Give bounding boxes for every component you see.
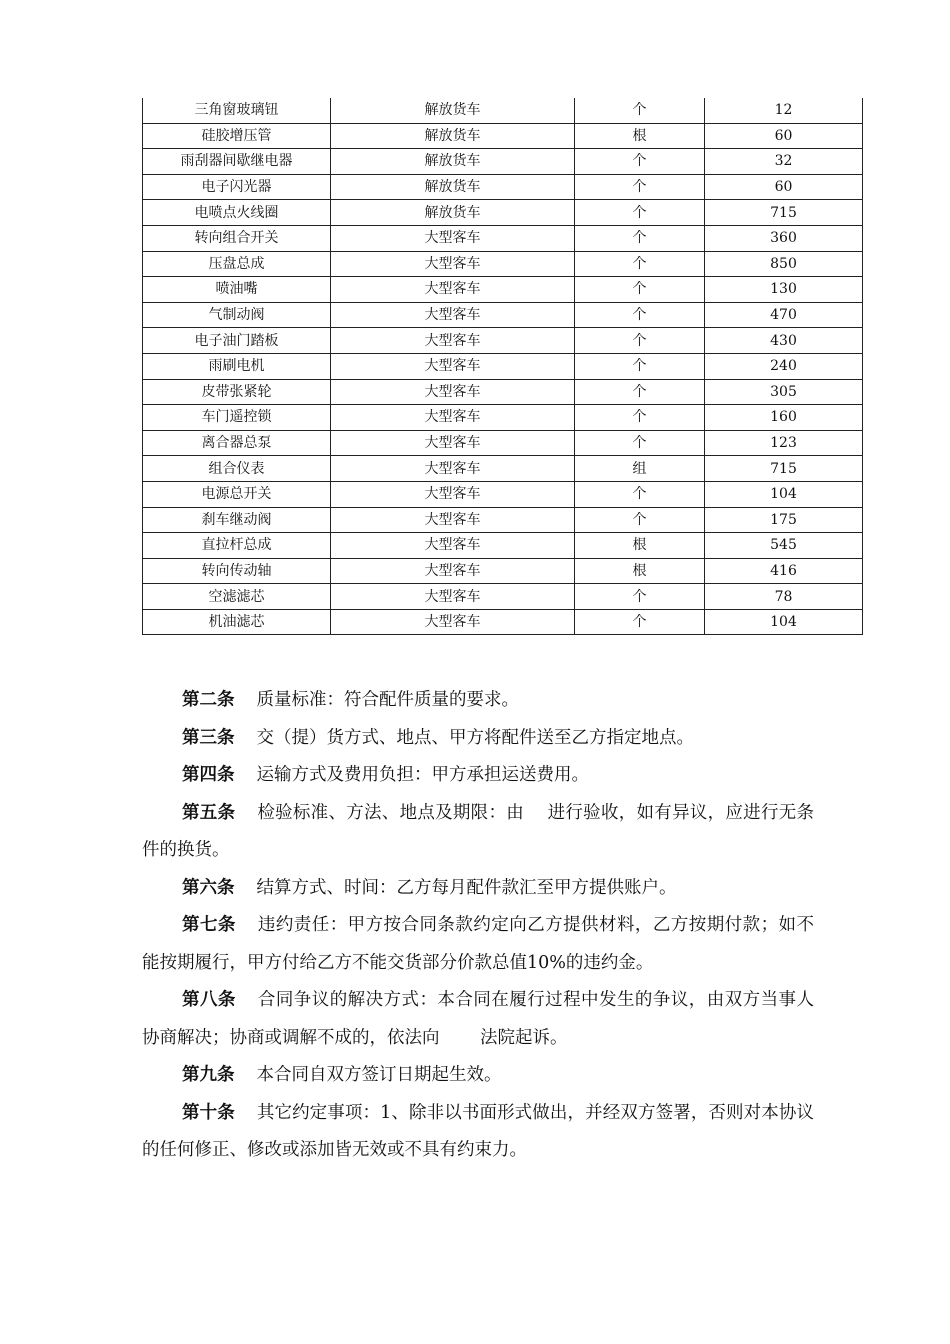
article-title: 第九条	[182, 1065, 235, 1085]
quantity-cell: 130	[705, 277, 863, 303]
vehicle-type-cell: 大型客车	[331, 456, 575, 482]
quantity-cell: 60	[705, 123, 863, 149]
vehicle-type-cell: 大型客车	[331, 302, 575, 328]
quantity-cell: 470	[705, 302, 863, 328]
table-row	[143, 225, 863, 251]
table-row	[143, 98, 863, 123]
part-name-cell: 空滤滤芯	[143, 584, 331, 610]
part-name-cell: 皮带张紧轮	[143, 379, 331, 405]
vehicle-type-cell: 大型客车	[331, 251, 575, 277]
vehicle-type-cell: 大型客车	[331, 609, 575, 635]
unit-cell: 根	[575, 533, 705, 559]
unit-cell: 个	[575, 430, 705, 456]
unit-cell: 个	[575, 225, 705, 251]
table-row	[143, 456, 863, 482]
table-row	[143, 200, 863, 226]
unit-cell: 个	[575, 302, 705, 328]
vehicle-type-cell: 大型客车	[331, 379, 575, 405]
vehicle-type-cell: 大型客车	[331, 405, 575, 431]
part-name-cell: 硅胶增压管	[143, 123, 331, 149]
part-name-cell: 电子闪光器	[143, 174, 331, 200]
part-name-cell: 转向组合开关	[143, 225, 331, 251]
part-name-cell: 直拉杆总成	[143, 533, 331, 559]
table-row	[143, 609, 863, 635]
part-name-cell: 电喷点火线圈	[143, 200, 331, 226]
vehicle-type-cell: 大型客车	[331, 481, 575, 507]
table-row	[143, 328, 863, 354]
table-row	[143, 251, 863, 277]
vehicle-type-cell: 大型客车	[331, 353, 575, 379]
part-name-cell: 转向传动轴	[143, 558, 331, 584]
article-title: 第五条	[182, 802, 236, 823]
article-4	[142, 757, 814, 795]
article-9	[142, 1057, 814, 1095]
vehicle-type-cell: 解放货车	[331, 123, 575, 149]
unit-cell: 个	[575, 251, 705, 277]
part-name-cell: 三角窗玻璃钮	[143, 98, 331, 123]
table-row	[143, 123, 863, 149]
part-name-cell: 电子油门踏板	[143, 328, 331, 354]
unit-cell: 根	[575, 123, 705, 149]
article-title: 第三条	[182, 727, 235, 748]
quantity-cell: 360	[705, 225, 863, 251]
quantity-cell: 78	[705, 584, 863, 610]
article-title: 第八条	[182, 990, 236, 1010]
table-row	[143, 302, 863, 328]
vehicle-type-cell: 大型客车	[331, 533, 575, 559]
part-name-cell: 雨刮器间歇继电器	[143, 149, 331, 175]
article-3	[142, 720, 814, 758]
parts-table-body	[143, 98, 863, 635]
table-row	[143, 584, 863, 610]
unit-cell: 个	[575, 174, 705, 200]
unit-cell: 个	[575, 405, 705, 431]
unit-cell: 个	[575, 277, 705, 303]
article-text: 本合同自双方签订日期起生效。	[256, 1065, 502, 1085]
quantity-cell: 416	[705, 558, 863, 584]
article-text: 合同争议的解决方式：本合同在履行过程中发生的争议，由双方当事人协商解决；协商或调解不成的，依法向 法院起诉。	[142, 990, 815, 1048]
contract-articles	[142, 682, 814, 1170]
quantity-cell: 123	[705, 430, 863, 456]
part-name-cell: 机油滤芯	[143, 609, 331, 635]
table-row	[143, 481, 863, 507]
table-row	[143, 174, 863, 200]
quantity-cell: 715	[705, 456, 863, 482]
quantity-cell: 160	[705, 405, 863, 431]
table-row	[143, 405, 863, 431]
part-name-cell: 车门遥控锁	[143, 405, 331, 431]
vehicle-type-cell: 大型客车	[331, 507, 575, 533]
unit-cell: 个	[575, 328, 705, 354]
unit-cell: 个	[575, 379, 705, 405]
vehicle-type-cell: 大型客车	[331, 430, 575, 456]
article-5	[142, 795, 814, 870]
quantity-cell: 60	[705, 174, 863, 200]
quantity-cell: 545	[705, 533, 863, 559]
unit-cell: 根	[575, 558, 705, 584]
quantity-cell: 430	[705, 328, 863, 354]
quantity-cell: 104	[705, 481, 863, 507]
unit-cell: 个	[575, 98, 705, 123]
vehicle-type-cell: 大型客车	[331, 584, 575, 610]
part-name-cell: 喷油嘴	[143, 277, 331, 303]
table-row	[143, 558, 863, 584]
parts-table	[142, 98, 863, 635]
part-name-cell: 离合器总泵	[143, 430, 331, 456]
unit-cell: 个	[575, 507, 705, 533]
vehicle-type-cell: 大型客车	[331, 558, 575, 584]
article-text: 其它约定事项：1、除非以书面形式做出，并经双方签署，否则对本协议的任何修正、修改或添加皆无效或不具有约束力。	[142, 1102, 814, 1160]
part-name-cell: 电源总开关	[143, 481, 331, 507]
unit-cell: 个	[575, 200, 705, 226]
article-10	[142, 1095, 814, 1170]
article-text: 质量标准：符合配件质量的要求。	[256, 690, 519, 710]
article-7	[142, 907, 814, 982]
article-title: 第七条	[182, 915, 236, 935]
quantity-cell: 175	[705, 507, 863, 533]
table-row	[143, 353, 863, 379]
quantity-cell: 715	[705, 200, 863, 226]
article-text: 检验标准、方法、地点及期限：由 进行验收，如有异议，应进行无条件的换货。	[142, 802, 815, 860]
article-text: 运输方式及费用负担：甲方承担运送费用。	[256, 765, 589, 785]
part-name-cell: 刹车继动阀	[143, 507, 331, 533]
article-title: 第六条	[182, 877, 235, 898]
table-row	[143, 533, 863, 559]
part-name-cell: 组合仪表	[143, 456, 331, 482]
unit-cell: 个	[575, 149, 705, 175]
article-6	[142, 870, 814, 908]
article-text: 结算方式、时间：乙方每月配件款汇至甲方提供账户。	[256, 877, 677, 898]
quantity-cell: 850	[705, 251, 863, 277]
vehicle-type-cell: 大型客车	[331, 328, 575, 354]
vehicle-type-cell: 大型客车	[331, 225, 575, 251]
vehicle-type-cell: 解放货车	[331, 200, 575, 226]
article-title: 第四条	[182, 765, 235, 785]
article-2	[142, 682, 814, 720]
unit-cell: 个	[575, 481, 705, 507]
quantity-cell: 305	[705, 379, 863, 405]
article-8	[142, 982, 814, 1057]
table-row	[143, 277, 863, 303]
unit-cell: 个	[575, 609, 705, 635]
part-name-cell: 压盘总成	[143, 251, 331, 277]
table-row	[143, 149, 863, 175]
table-row	[143, 430, 863, 456]
quantity-cell: 104	[705, 609, 863, 635]
table-row	[143, 507, 863, 533]
unit-cell: 个	[575, 353, 705, 379]
vehicle-type-cell: 大型客车	[331, 277, 575, 303]
quantity-cell: 240	[705, 353, 863, 379]
part-name-cell: 气制动阀	[143, 302, 331, 328]
article-title: 第二条	[182, 690, 235, 710]
unit-cell: 个	[575, 584, 705, 610]
vehicle-type-cell: 解放货车	[331, 174, 575, 200]
article-title: 第十条	[182, 1102, 235, 1123]
article-text: 违约责任：甲方按合同条款约定向乙方提供材料，乙方按期付款；如不能按期履行，甲方付给乙方不能交货部分价款总值10%的违约金。	[142, 915, 815, 973]
unit-cell: 组	[575, 456, 705, 482]
table-row	[143, 379, 863, 405]
part-name-cell: 雨刷电机	[143, 353, 331, 379]
vehicle-type-cell: 解放货车	[331, 98, 575, 123]
quantity-cell: 12	[705, 98, 863, 123]
quantity-cell: 32	[705, 149, 863, 175]
article-text: 交（提）货方式、地点、甲方将配件送至乙方指定地点。	[256, 727, 694, 748]
vehicle-type-cell: 解放货车	[331, 149, 575, 175]
